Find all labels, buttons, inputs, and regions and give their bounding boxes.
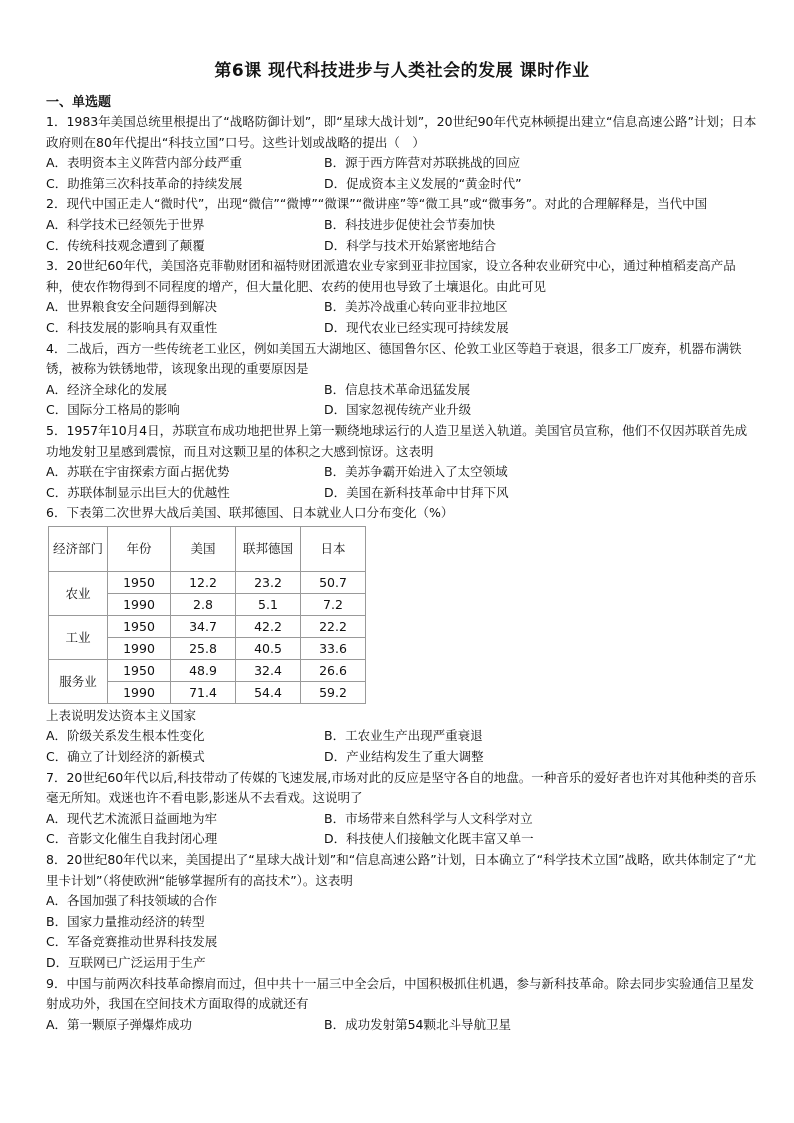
cell-year: 1990 — [108, 637, 171, 659]
sector-industry: 工业 — [49, 615, 108, 659]
option-c: C．国际分工格局的影响 — [46, 402, 180, 418]
option-d: D．国家忽视传统产业升级 — [324, 402, 472, 418]
option-c: C．音影文化催生自我封闭心理 — [46, 831, 218, 847]
table-header-row — [49, 526, 366, 571]
cell-west-germany: 32.4 — [236, 659, 301, 681]
option-b: B．工农业生产出现严重衰退 — [324, 728, 483, 744]
option-a: A．表明资本主义阵营内部分歧严重 — [46, 155, 243, 171]
option-d: D．促成资本主义发展的“黄金时代” — [324, 175, 522, 191]
table-row — [49, 571, 366, 593]
option-a: A．各国加强了科技领域的合作 — [46, 893, 218, 909]
cell-year: 1950 — [108, 615, 171, 637]
cell-west-germany: 40.5 — [236, 637, 301, 659]
option-d: D．科学与技术开始紧密地结合 — [324, 237, 497, 253]
question-stem: 8．20世纪80年代以来，美国提出了“星球大战计划”和“信息高速公路”计划，日本确立了“科学技术立国”战略，欧共体制定了“尤里卡计划”（将使欧洲“能够掌握所有的高技术”）。这表明 — [46, 852, 757, 888]
option-c: C．助推第三次科技革命的持续发展 — [46, 175, 243, 191]
option-c: C．传统科技观念遭到了颠覆 — [46, 237, 205, 253]
cell-year: 1990 — [108, 681, 171, 703]
question-stem: 3．20世纪60年代，美国洛克菲勒财团和福特财团派遣农业专家到亚非拉国家，设立各种农业研究中心，通过种植稻麦高产品种，使农作物得到不同程度的增产，但大量化肥、农药的使用也导致了土壤退化。由此可见 — [46, 258, 736, 294]
option-d: D．现代农业已经实现可持续发展 — [324, 319, 509, 335]
cell-us: 34.7 — [171, 615, 236, 637]
question-stem: 1．1983年美国总统里根提出了“战略防御计划”，即“星球大战计划”，20世纪90年代克林顿提出建立“信息高速公路”计划；日本政府则在80年代提出“科技立国”口号。这些计划或战略的提出（ ） — [46, 114, 757, 150]
option-a: A．现代艺术流派日益画地为牢 — [46, 810, 218, 826]
cell-west-germany: 5.1 — [236, 593, 301, 615]
section-heading: 一、单选题 — [46, 95, 112, 110]
option-c: C．军备竞赛推动世界科技发展 — [46, 934, 218, 950]
option-a: A．科学技术已经领先于世界 — [46, 216, 205, 232]
option-b: B．源于西方阵营对苏联挑战的回应 — [324, 155, 521, 171]
options — [46, 380, 758, 421]
employment-table — [48, 526, 366, 704]
question-stem: 7．20世纪60年代以后,科技带动了传媒的飞速发展,市场对此的反应是坚守各自的地盘。一种音乐的爱好者也许对其他种类的音乐毫无所知。戏迷也许不看电影,影迷从不去看戏。这说明了 — [46, 769, 757, 806]
cell-us: 25.8 — [171, 637, 236, 659]
sector-agriculture: 农业 — [49, 571, 108, 615]
question-2 — [46, 194, 758, 256]
option-b: B．美苏争霸开始进入了太空领域 — [324, 464, 508, 480]
option-d: D．互联网已广泛运用于生产 — [46, 955, 206, 970]
options — [46, 462, 758, 503]
option-b: B．成功发射第54颗北斗导航卫星 — [324, 1016, 511, 1032]
options — [46, 215, 758, 256]
question-5 — [46, 421, 758, 503]
question-3 — [46, 256, 758, 338]
cell-year: 1950 — [108, 659, 171, 681]
header-sector: 经济部门 — [49, 526, 108, 571]
option-a: A．苏联在宇宙探索方面占据优势 — [46, 464, 230, 480]
option-a: A．第一颗原子弹爆炸成功 — [46, 1016, 193, 1032]
table-row — [49, 615, 366, 637]
header-japan: 日本 — [301, 526, 366, 571]
question-stem: 9．中国与前两次科技革命擦肩而过，但中共十一届三中全会后，中国积极抓住机遇，参与新科技革命。除去同步实验通信卫星发射成功外，我国在空间技术方面取得的成就还有 — [46, 975, 754, 1012]
options — [46, 297, 758, 338]
option-b: B．信息技术革命迅猛发展 — [324, 381, 471, 397]
cell-west-germany: 42.2 — [236, 615, 301, 637]
question-stem: 5．1957年10月4日，苏联宣布成功地把世界上第一颗绕地球运行的人造卫星送入轨道。美国官员宣称，他们不仅因苏联首先成功地发射卫星感到震惊，而且对这颗卫星的体积之大感到惊讶。这表明 — [46, 422, 748, 459]
question-stem: 4．二战后，西方一些传统老工业区，例如美国五大湖地区、德国鲁尔区、伦敦工业区等趋于衰退，很多工厂废弃，机器布满铁锈，被称为铁锈地带，该现象出现的重要原因是 — [46, 340, 742, 377]
question-followup: 上表说明发达资本主义国家 — [46, 707, 197, 723]
option-b: B．国家力量推动经济的转型 — [46, 913, 205, 929]
cell-japan: 22.2 — [301, 615, 366, 637]
option-a: A．阶级关系发生根本性变化 — [46, 728, 205, 744]
cell-us: 12.2 — [171, 571, 236, 593]
cell-us: 71.4 — [171, 681, 236, 703]
option-b: B．科技进步促使社会节奏加快 — [324, 216, 496, 232]
cell-west-germany: 54.4 — [236, 681, 301, 703]
cell-year: 1950 — [108, 571, 171, 593]
option-b: B．美苏冷战重心转向亚非拉地区 — [324, 299, 508, 315]
cell-west-germany: 23.2 — [236, 571, 301, 593]
options — [46, 726, 758, 767]
question-8 — [46, 850, 758, 974]
table-row — [49, 659, 366, 681]
cell-japan: 50.7 — [301, 571, 366, 593]
cell-japan: 59.2 — [301, 681, 366, 703]
header-west-germany: 联邦德国 — [236, 526, 301, 571]
cell-japan: 26.6 — [301, 659, 366, 681]
options — [46, 153, 758, 194]
cell-japan: 7.2 — [301, 593, 366, 615]
question-4 — [46, 339, 758, 421]
question-1 — [46, 112, 758, 194]
option-a: A．世界粮食安全问题得到解决 — [46, 299, 218, 315]
options — [46, 809, 758, 850]
option-a: A．经济全球化的发展 — [46, 381, 168, 397]
header-us: 美国 — [171, 526, 236, 571]
cell-japan: 33.6 — [301, 637, 366, 659]
cell-us: 48.9 — [171, 659, 236, 681]
header-year: 年份 — [108, 526, 171, 571]
page-title: 第6课 现代科技进步与人类社会的发展 课时作业 — [214, 61, 590, 81]
option-d: D．产业结构发生了重大调整 — [324, 749, 484, 765]
question-7 — [46, 768, 758, 850]
option-c: C．科技发展的影响具有双重性 — [46, 319, 218, 335]
cell-year: 1990 — [108, 593, 171, 615]
question-stem: 2．现代中国正走人“微时代”，出现“微信”“微博”“微课”“微讲座”等“微工具”或“微事务”。对此的合理解释是，当代中国 — [46, 196, 708, 212]
option-d: D．科技使人们接触文化既丰富又单一 — [324, 831, 534, 847]
question-6 — [46, 503, 758, 767]
worksheet-page — [46, 56, 758, 1035]
option-c: C．苏联体制显示出巨大的优越性 — [46, 484, 230, 500]
option-c: C．确立了计划经济的新模式 — [46, 749, 205, 765]
question-9 — [46, 974, 758, 1036]
options — [46, 1015, 758, 1036]
option-b: B．市场带来自然科学与人文科学对立 — [324, 810, 533, 826]
question-stem: 6．下表第二次世界大战后美国、联邦德国、日本就业人口分布变化（%） — [46, 505, 454, 521]
option-d: D．美国在新科技革命中甘拜下风 — [324, 484, 509, 500]
options — [46, 891, 758, 973]
sector-service: 服务业 — [49, 659, 108, 703]
cell-us: 2.8 — [171, 593, 236, 615]
